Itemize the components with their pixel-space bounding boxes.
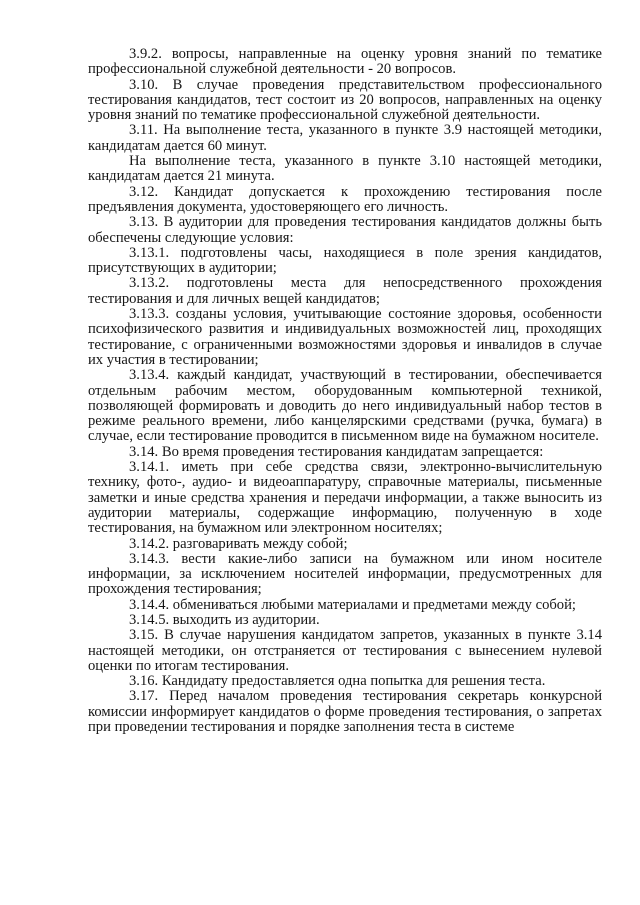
- paragraph-3-14-4: 3.14.4. обмениваться любыми материалами и предметами между собой;: [129, 596, 576, 613]
- paragraph-3-14-2: 3.14.2. разговаривать между собой;: [129, 535, 348, 552]
- paragraph-3-16: 3.16. Кандидату предоставляется одна попытка для решения теста.: [129, 673, 546, 690]
- paragraph-3-14-5: 3.14.5. выходить из аудитории.: [129, 611, 320, 628]
- paragraph-3-13-2: 3.13.2. подготовлены места для непосредственного прохождения тестирования и для личных вещей кандидатов;: [88, 275, 602, 307]
- paragraph-3-17: 3.17. Перед началом проведения тестирования секретарь конкурсной комиссии информирует кандидатов о форме проведения тестирования, о запретах при проведении тестирования и порядке заполнения теста в системе: [88, 688, 602, 736]
- paragraph-3-15: 3.15. В случае нарушения кандидатом запретов, указанных в пункте 3.14 настоящей методики, он отстраняется от тестирования с вынесением нулевой оценки по итогам тестирования.: [88, 627, 602, 674]
- document-body: [88, 47, 602, 735]
- paragraph-3-14: 3.14. Во время проведения тестирования кандидатам запрещается:: [129, 443, 544, 460]
- paragraph-3-10: 3.10. В случае проведения представительством профессионального тестирования кандидатов, тест состоит из 20 вопросов, направленных на оценку уровня знаний по тематике профессиональной служебной деятельности.: [88, 76, 602, 124]
- paragraph-3-13-1: 3.13.1. подготовлены часы, находящиеся в поле зрения кандидатов, присутствующих в аудитории;: [88, 244, 602, 277]
- paragraph-3-14-3: 3.14.3. вести какие-либо записи на бумажном или ином носителе информации, за исключением носителей информации, предусмотренных для прохождения тестирования;: [88, 550, 602, 598]
- paragraph-3-9-2: 3.9.2. вопросы, направленные на оценку уровня знаний по тематике профессиональной служебной деятельности - 20 вопросов.: [88, 46, 602, 78]
- paragraph-3-13-4: 3.13.4. каждый кандидат, участвующий в тестировании, обеспечивается отдельным рабочим местом, оборудованным компьютерной техникой, позволяющей формировать и доводить до него индивидуальный набор тестов в режиме реального времени, либо канцелярскими средствами (ручка, бумага) в случае, если тестирование проводится в письменном виде на бумажном носителе.: [88, 367, 602, 445]
- paragraph-3-14-1: 3.14.1. иметь при себе средства связи, электронно-вычислительную технику, фото-, аудио- и видеоаппаратуру, справочные материалы, письменные заметки и иные средства хранения и передачи информации, а также выносить из аудитории материалы, содержащие информацию, полученную в ходе тестирования, на бумажном или электронном носителях;: [88, 459, 602, 537]
- paragraph-3-12: 3.12. Кандидат допускается к прохождению тестирования после предъявления документа, удостоверяющего его личность.: [88, 183, 602, 215]
- paragraph-3-13: 3.13. В аудитории для проведения тестирования кандидатов должны быть обеспечены следующие условия:: [88, 214, 602, 246]
- paragraph-3-13-3: 3.13.3. созданы условия, учитывающие состояние здоровья, особенности психофизического развития и индивидуальных возможностей лиц, проходящих тестирование, с ограниченными возможностями здоровья и инвалидов в случае их участия в тестировании;: [88, 306, 602, 368]
- paragraph-3-11: 3.11. На выполнение теста, указанного в пункте 3.9 настоящей методики, кандидатам дается 60 минут.: [88, 122, 602, 154]
- paragraph-3-11-continued: На выполнение теста, указанного в пункте 3.10 настоящей методики, кандидатам дается 21 минута.: [88, 153, 602, 185]
